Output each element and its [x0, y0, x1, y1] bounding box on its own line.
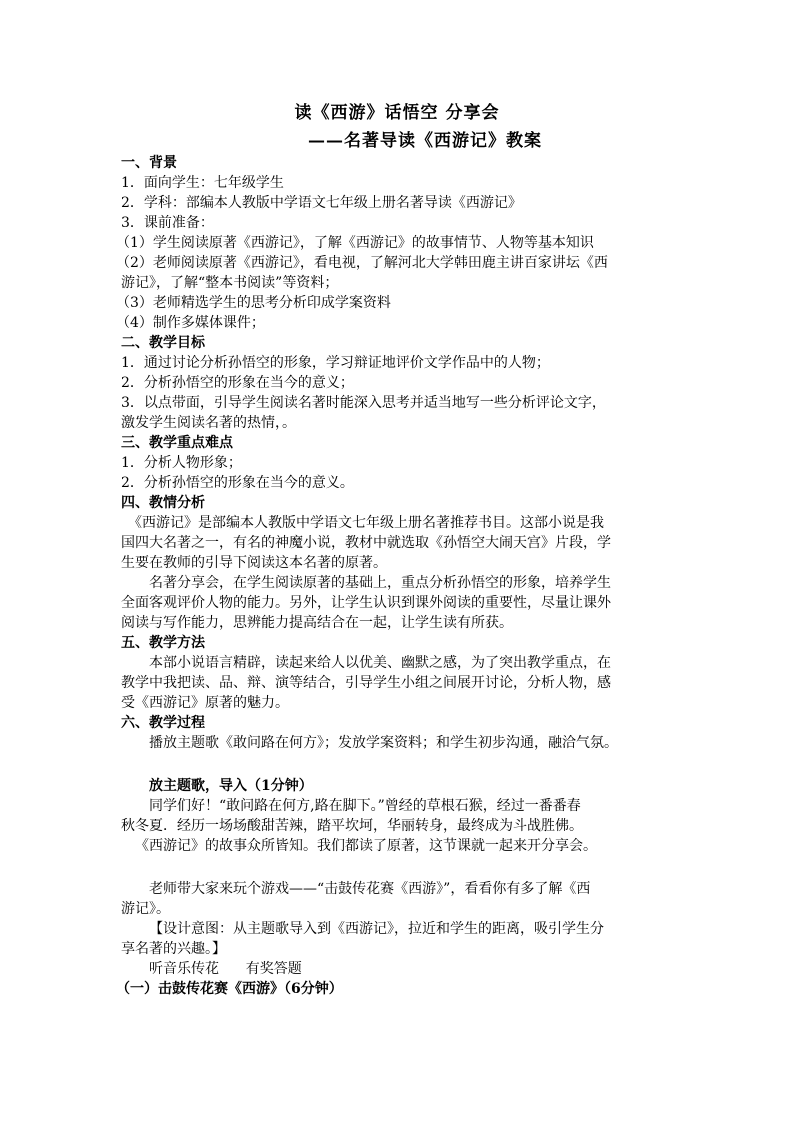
text-line: 2．分析孙悟空的形象在当今的意义。 — [121, 475, 354, 491]
document-subtitle: ——名著导读《西游记》教案 — [308, 131, 542, 151]
text-line: （1）学生阅读原著《西游记》，了解《西游记》的故事情节、人物等基本知识 — [116, 235, 594, 251]
text-line: 《西游记》是部编本人教版中学语文七年级上册名著推荐书目。这部小说是我 — [128, 515, 604, 531]
section-heading-key-points: 三、教学重点难点 — [121, 435, 233, 451]
section-heading-analysis: 四、教情分析 — [121, 495, 205, 511]
text-line: 同学们好！“敢问路在何方,路在脚下。”曾经的草根石猴，经过一番番春 — [149, 798, 581, 814]
text-line: 名著分享会，在学生阅读原著的基础上，重点分析孙悟空的形象，培养学生 — [149, 575, 611, 591]
text-line: 《西游记》的故事众所皆知。我们都读了原著，这节课就一起来开分享会。 — [135, 838, 597, 854]
text-line: 生要在教师的引导下阅读这本名著的原著。 — [121, 555, 387, 571]
text-line: 2．分析孙悟空的形象在当今的意义； — [121, 375, 354, 391]
text-line: 【设计意图：从主题歌导入到《西游记》，拉近和学生的距离，吸引学生分 — [149, 921, 604, 937]
text-line: 国四大名著之一，有名的神魔小说，教材中就选取《孙悟空大闹天宫》片段，学 — [121, 535, 611, 551]
text-line: 老师带大家来玩个游戏——“击鼓传花赛《西游》”，看看你有多了解《西 — [149, 881, 591, 897]
text-line: 1．面向学生：七年级学生 — [121, 175, 284, 191]
text-line: 教学中我把读、品、辩、演等结合，引导学生小组之间展开讨论，分析人物，感 — [121, 675, 611, 691]
text-line: 1．通过讨论分析孙悟空的形象，学习辩证地评价文学作品中的人物； — [121, 355, 550, 371]
text-line: 受《西游记》原著的魅力。 — [121, 695, 289, 711]
section-heading-process: 六、教学过程 — [121, 715, 205, 731]
subsection-heading-game: （一）击鼓传花赛《西游》（6分钟） — [116, 981, 343, 997]
section-heading-methods: 五、教学方法 — [121, 635, 205, 651]
text-line: 阅读与写作能力，思辨能力提高结合在一起，让学生读有所获。 — [121, 615, 513, 631]
text-line: （2）老师阅读原著《西游记》，看电视，了解河北大学韩田鹿主讲百家讲坛《西 — [116, 255, 608, 271]
text-line: （3）老师精选学生的思考分析印成学案资料 — [116, 295, 391, 311]
text-line: 游记》，了解“整本书阅读”等资料； — [121, 275, 339, 291]
text-line: 1．分析人物形象； — [121, 455, 242, 471]
text-line: 秋冬夏．经历一场场酸甜苦辣，踏平坎坷，华丽转身，最终成为斗战胜佛。 — [121, 818, 583, 834]
section-heading-goals: 二、教学目标 — [121, 335, 205, 351]
text-line: 3．以点带面，引导学生阅读名著时能深入思考并适当地写一些分析评论文字， — [121, 395, 606, 411]
text-line: 全面客观评价人物的能力。另外，让学生认识到课外阅读的重要性，尽量让课外 — [121, 595, 611, 611]
text-line: 激发学生阅读名著的热情，。 — [121, 415, 296, 431]
text-line: （4）制作多媒体课件； — [116, 315, 265, 331]
text-line: 播放主题歌《敢问路在何方》；发放学案资料；和学生初步沟通，融洽气氛。 — [149, 735, 618, 751]
text-line: 3．课前准备： — [121, 215, 214, 231]
text-line: 本部小说语言精辟，读起来给人以优美、幽默之感，为了突出教学重点，在 — [149, 655, 611, 671]
text-line: 游记》。 — [121, 901, 170, 917]
subsection-heading-intro: 放主题歌，导入（1分钟） — [149, 778, 313, 794]
text-line: 享名著的兴趣。】 — [121, 941, 226, 957]
text-line: 2．学科：部编本人教版中学语文七年级上册名著导读《西游记》 — [121, 195, 522, 211]
text-line: 听音乐传花 有奖答题 — [149, 961, 302, 977]
document-title: 读《西游》话悟空 分享会 — [294, 103, 500, 123]
section-heading-background: 一、背景 — [121, 155, 177, 171]
